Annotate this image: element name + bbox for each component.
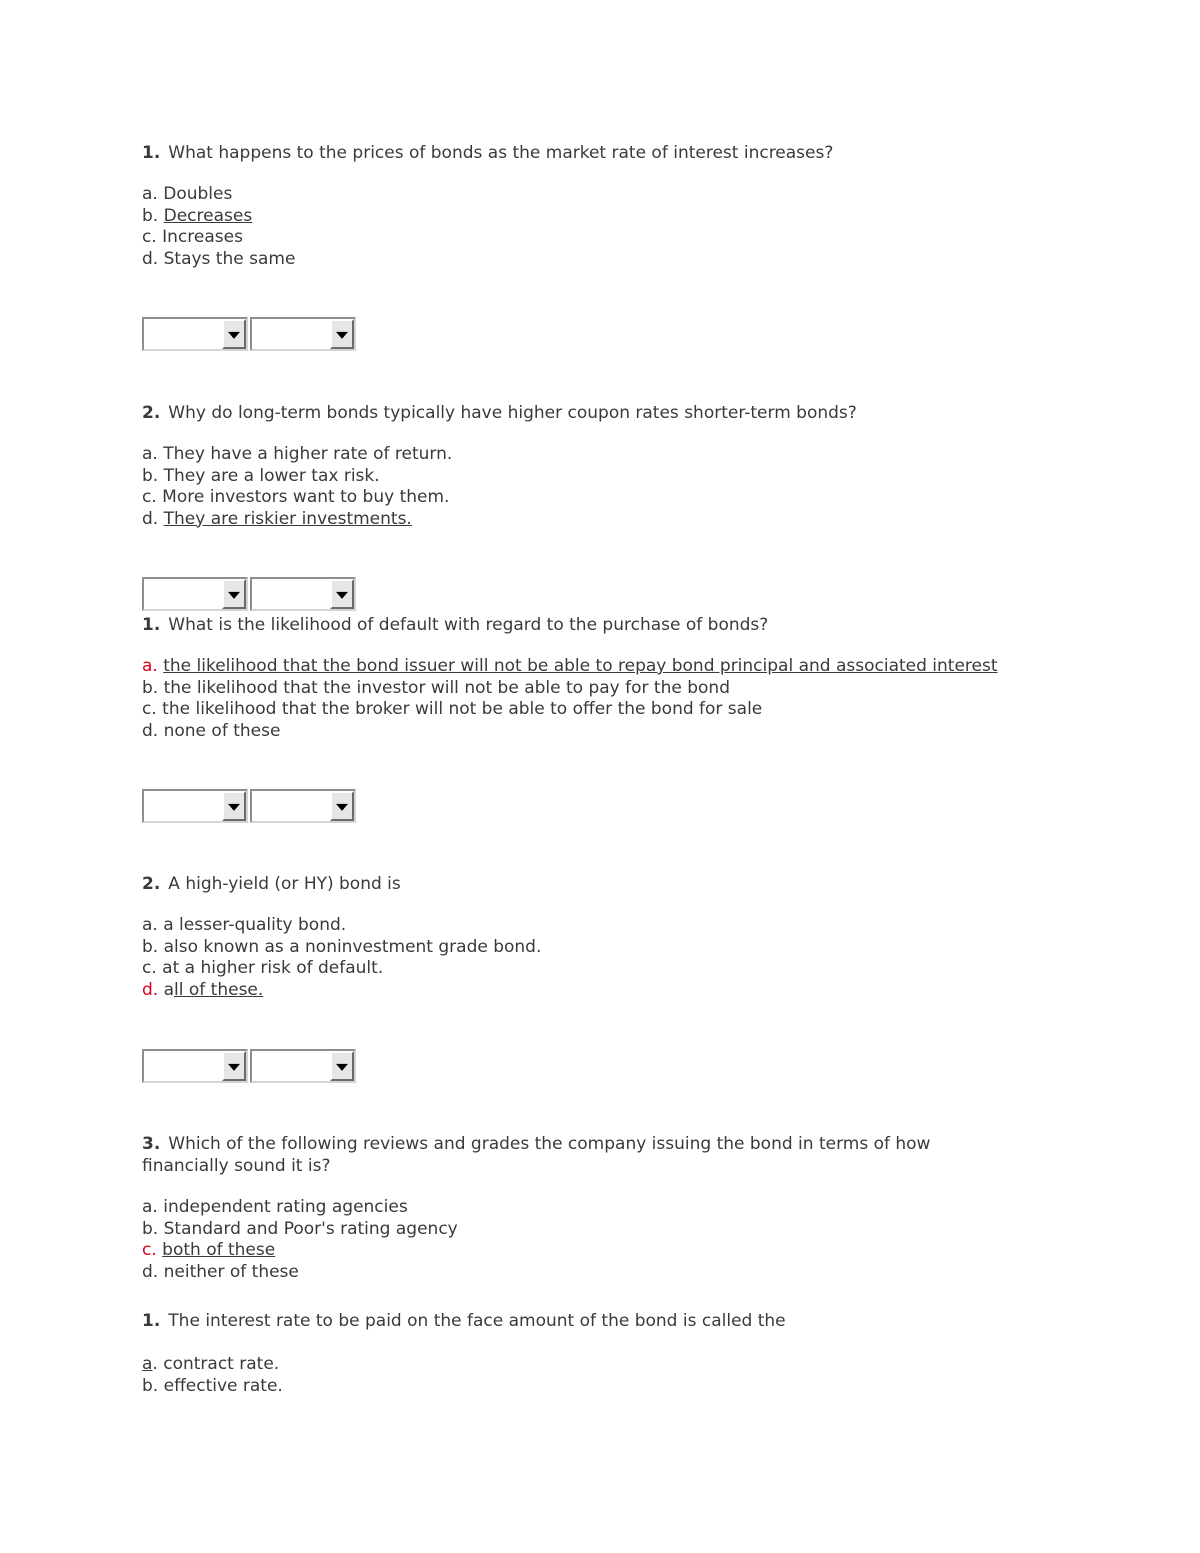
dropdown-arrow-icon[interactable]: [330, 319, 354, 349]
question-text: 1. What happens to the prices of bonds as the market rate of interest increases?: [142, 143, 834, 163]
answer-selects: [142, 317, 356, 351]
option-b: b. Standard and Poor's rating agency: [142, 1218, 458, 1239]
question-1: [142, 142, 1042, 270]
option-b: b. Decreases: [142, 205, 253, 226]
dropdown-arrow-icon[interactable]: [222, 791, 246, 821]
option-c: c. More investors want to buy them.: [142, 487, 450, 507]
option-d: d. They are riskier investments.: [142, 508, 412, 529]
option-d: d. neither of these: [142, 1261, 299, 1282]
dropdown-arrow-icon[interactable]: [330, 579, 354, 609]
option-b: b. also known as a noninvestment grade bond.: [142, 936, 542, 957]
option-d: d. all of these.: [142, 979, 264, 1000]
option-c: c. both of these: [142, 1240, 276, 1260]
question-text: 3. Which of the following reviews and grades the company issuing the bond in terms of how financially sound it is?: [142, 1134, 931, 1176]
option-a: a. independent rating agencies: [142, 1197, 408, 1217]
answer-dropdown[interactable]: [250, 789, 356, 823]
answer-selects: [142, 789, 356, 823]
option-a: a. Doubles: [142, 184, 233, 204]
question-text: 2. Why do long-term bonds typically have higher coupon rates shorter-term bonds?: [142, 403, 857, 423]
question-3: [142, 614, 1042, 742]
answer-selects: [142, 1049, 356, 1083]
options-list: [142, 444, 1042, 530]
question-number: 1.: [142, 1311, 161, 1331]
answer-dropdown[interactable]: [250, 1049, 356, 1083]
option-c: c. at a higher risk of default.: [142, 958, 384, 978]
answer-dropdown[interactable]: [142, 1049, 248, 1083]
option-a: a. contract rate.: [142, 1354, 280, 1374]
option-a: a. They have a higher rate of return.: [142, 444, 453, 464]
options-list: [142, 1354, 1042, 1397]
dropdown-arrow-icon[interactable]: [330, 791, 354, 821]
question-4: [142, 873, 1042, 1001]
question-number: 2.: [142, 874, 161, 894]
option-b: b. effective rate.: [142, 1375, 283, 1396]
answer-dropdown[interactable]: [142, 789, 248, 823]
option-b: b. They are a lower tax risk.: [142, 465, 380, 486]
question-number: 1.: [142, 615, 161, 635]
options-list: [142, 656, 1042, 742]
option-a: a. the likelihood that the bond issuer will not be able to repay bond principal and associated interest: [142, 656, 998, 676]
option-b: b. the likelihood that the investor will not be able to pay for the bond: [142, 677, 730, 698]
question-6: [142, 1310, 1042, 1397]
question-text: 1. What is the likelihood of default with regard to the purchase of bonds?: [142, 615, 769, 635]
option-d: d. none of these: [142, 720, 281, 741]
question-2: [142, 402, 1042, 530]
option-a: a. a lesser-quality bond.: [142, 915, 347, 935]
answer-selects: [142, 577, 356, 611]
question-5: [142, 1133, 982, 1283]
question-number: 2.: [142, 403, 161, 423]
answer-dropdown[interactable]: [142, 577, 248, 611]
question-number: 3.: [142, 1134, 161, 1154]
option-d: d. Stays the same: [142, 248, 296, 269]
options-list: [142, 1197, 982, 1283]
answer-dropdown[interactable]: [250, 577, 356, 611]
dropdown-arrow-icon[interactable]: [222, 1051, 246, 1081]
marked-answer-letter: a.: [142, 656, 158, 676]
options-list: [142, 915, 1042, 1001]
question-number: 1.: [142, 143, 161, 163]
marked-answer-letter: d.: [142, 979, 159, 1000]
dropdown-arrow-icon[interactable]: [222, 319, 246, 349]
answer-dropdown[interactable]: [250, 317, 356, 351]
answer-dropdown[interactable]: [142, 317, 248, 351]
marked-answer-letter: c.: [142, 1240, 157, 1260]
dropdown-arrow-icon[interactable]: [222, 579, 246, 609]
options-list: [142, 184, 1042, 270]
question-text: 2. A high-yield (or HY) bond is: [142, 874, 401, 894]
option-c: c. Increases: [142, 227, 243, 247]
option-c: c. the likelihood that the broker will not be able to offer the bond for sale: [142, 699, 763, 719]
question-text: 1. The interest rate to be paid on the face amount of the bond is called the: [142, 1311, 786, 1331]
dropdown-arrow-icon[interactable]: [330, 1051, 354, 1081]
